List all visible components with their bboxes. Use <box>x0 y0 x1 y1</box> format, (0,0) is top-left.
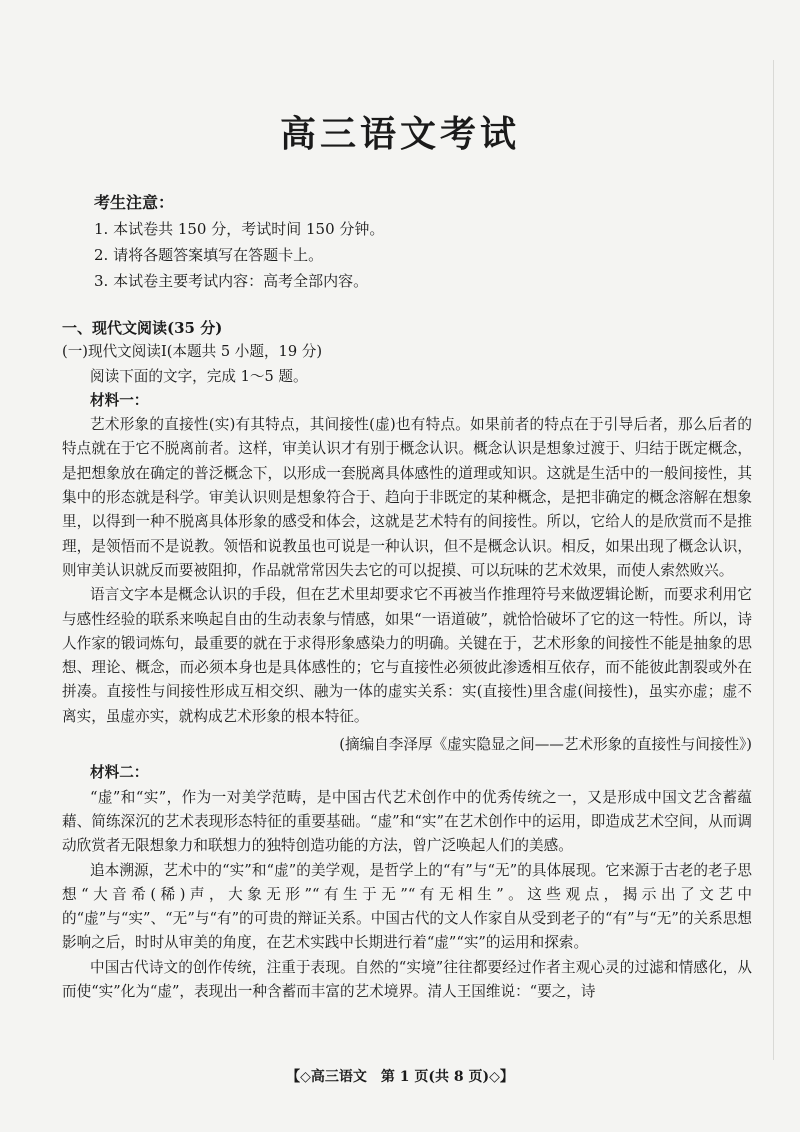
notice-item: 2. 请将各题答案填写在答题卡上。 <box>94 246 324 264</box>
notice-item: 1. 本试卷共 150 分，考试时间 150 分钟。 <box>94 220 385 238</box>
notice-item: 3. 本试卷主要考试内容：高考全部内容。 <box>94 272 369 290</box>
material-two-paragraph-3: 中国古代诗文的创作传统，注重于表现。自然的“实境”往往都要经过作者主观心灵的过滤和情感化，从而使“实”化为“虚”，表现出一种含蓄而丰富的艺术境界。清人王国维说：“要之，诗 <box>62 958 752 1001</box>
material-two-paragraph-2: 追本溯源，艺术中的“实”和“虚”的美学观，是哲学上的“有”与“无”的具体展现。它来源于古老的老子思想“大音希(稀)声，大象无形”“有生于无”“有无相生”。这些观点，揭示出了文艺中的“虚”与“实”、“无”与“有”的可贵的辩证关系。中国古代的文人作家自从受到老子的“有”与“无”的关系思想影响之后，时时从审美的角度，在艺术实践中长期进行着“虚”“实”的运用和探索。 <box>62 861 752 952</box>
material-one-paragraph-1: 艺术形象的直接性(实)有其特点，其间接性(虚)也有特点。如果前者的特点在于引导后者，那么后者的特点就在于它不脱离前者。这样，审美认识才有别于概念认识。概念认识是想象过渡于、归结于既定概念，是把想象放在确定的普泛概念下，以形成一套脱离具体感性的道理或知识。这就是生活中的一般间接性，其集中的形态就是科学。审美认识则是想象符合于、趋向于非既定的某种概念，是把非确定的概念溶解在想象里，以得到一种不脱离具体形象的感受和体会，这就是艺术特有的间接性。所以，它给人的是欣赏而不是推理，是领悟而不是说教。领悟和说教虽也可说是一种认识，但不是概念认识。相反，如果出现了概念认识，则审美认识就反而要被阻抑，作品就常常因失去它的可以捉摸、可以玩味的艺术效果，而使人索然败兴。 <box>62 416 752 579</box>
material-two-label: 材料二： <box>90 764 149 782</box>
exam-title: 高三语文考试 <box>279 113 520 155</box>
material-two-paragraph-1: “虚”和“实”，作为一对美学范畴，是中国古代艺术创作中的优秀传统之一，又是形成中国文艺含蓄蕴藉、简练深沉的艺术表现形态特征的重要基础。“虚”和“实”在艺术创作中的运用，即造成艺术空间，从而调动欣赏者无限想象力和联想力的独特创造功能的方法，曾广泛唤起人们的美感。 <box>62 788 752 855</box>
instruction-text: 阅读下面的文字，完成 1～5 题。 <box>90 367 308 385</box>
notice-heading: 考生注意： <box>94 193 175 212</box>
material-one-paragraph-2: 语言文字本是概念认识的手段，但在艺术里却要求它不再被当作推理符号来做逻辑论断，而要求利用它与感性经验的联系来唤起自由的生动表象与情感，如果“一语道破”，就恰恰破坏了它的这一特性。所以，诗人作家的锻词炼句，最重要的就在于求得形象感染力的明确。关键在于，艺术形象的间接性不能是抽象的思想、理论、概念，而必须本身也是具体感性的；它与直接性必须彼此渗透相互依存，而不能彼此割裂或外在拼凑。直接性与间接性形成互相交织、融为一体的虚实关系：实(直接性)里含虚(间接性)，虽实亦虚；虚不离实，虽虚亦实，就构成艺术形象的根本特征。 <box>62 586 752 725</box>
candidate-notice <box>94 190 384 294</box>
reading-section <box>62 316 752 1004</box>
page-footer: 【◇高三语文 第 1 页(共 8 页)◇】 <box>286 1069 514 1085</box>
material-one-label: 材料一： <box>90 391 149 409</box>
subsection-heading: (一)现代文阅读Ⅰ(本题共 5 小题，19 分) <box>62 343 323 361</box>
page-edge-line <box>773 60 774 1060</box>
material-one-source: (摘编自李泽厚《虚实隐显之间——艺术形象的直接性与间接性》) <box>339 736 752 754</box>
section-heading: 一、现代文阅读(35 分) <box>62 319 223 337</box>
